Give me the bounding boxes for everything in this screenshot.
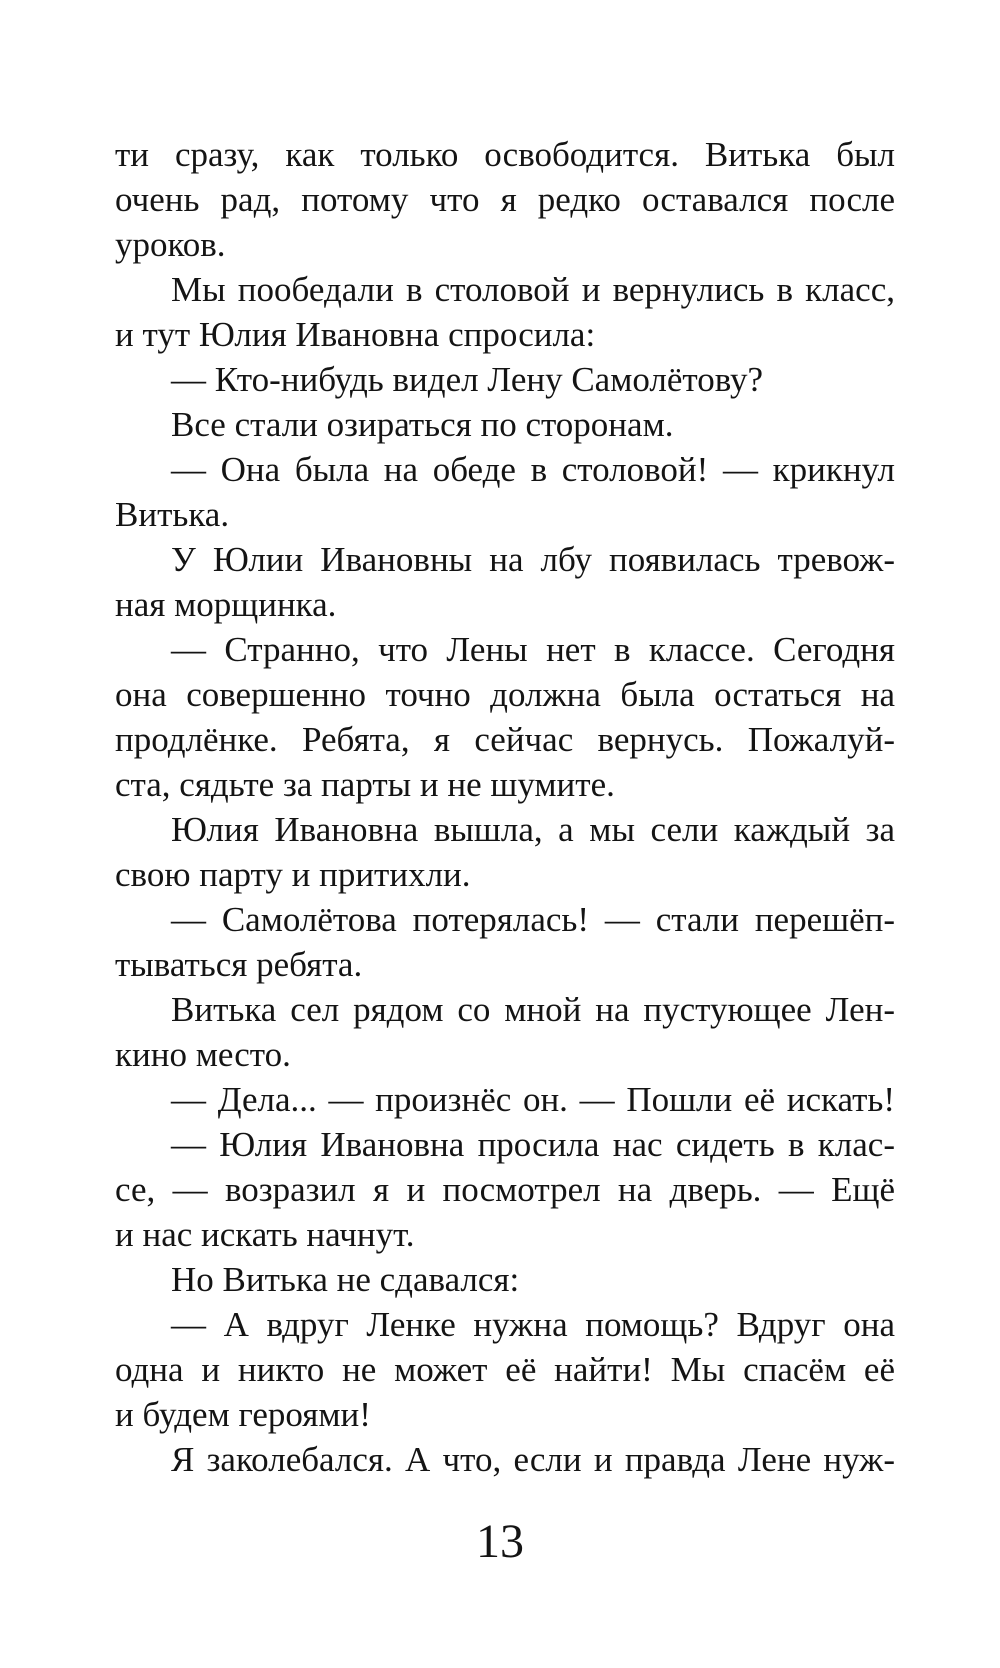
text-line: продлёнке. Ребята, я сейчас вернусь. Пожалуй- — [115, 720, 895, 759]
text-line: — А вдруг Ленке нужна помощь? Вдруг она — [171, 1305, 895, 1344]
page-number: 13 — [476, 1515, 524, 1568]
text-line: Все стали озираться по сторонам. — [171, 405, 674, 444]
text-line: и будем героями! — [115, 1395, 371, 1434]
text-line: уроков. — [115, 225, 226, 264]
text-line: — Дела... — произнёс он. — Пошли её искать! — [171, 1080, 895, 1119]
text-line: и нас искать начнут. — [115, 1215, 415, 1254]
text-line: — Самолётова потерялась! — стали перешёп- — [171, 900, 895, 939]
text-line: Юлия Ивановна вышла, а мы сели каждый за — [171, 810, 895, 849]
text-line: она совершенно точно должна была остаться на — [115, 675, 895, 714]
text-line: ста, сядьте за парты и не шумите. — [115, 765, 615, 804]
text-line: се, — возразил я и посмотрел на дверь. — Ещё — [115, 1170, 895, 1209]
body-text — [115, 132, 895, 1482]
text-line: Но Витька не сдавался: — [171, 1260, 520, 1299]
text-line: Мы пообедали в столовой и вернулись в класс, — [171, 270, 895, 309]
text-line: У Юлии Ивановны на лбу появилась тревож- — [171, 540, 895, 579]
text-line: Я заколебался. А что, если и правда Лене нуж- — [171, 1440, 895, 1479]
text-line: Витька. — [115, 495, 230, 534]
text-line: — Юлия Ивановна просила нас сидеть в клас- — [171, 1125, 895, 1164]
text-line: Витька сел рядом со мной на пустующее Лен- — [171, 990, 895, 1029]
text-line: свою парту и притихли. — [115, 855, 471, 894]
text-line: ная морщинка. — [115, 585, 337, 624]
text-line: очень рад, потому что я редко оставался после — [115, 180, 895, 219]
text-line: — Странно, что Лены нет в классе. Сегодня — [171, 630, 895, 669]
text-line: тываться ребята. — [115, 945, 363, 984]
text-line: и тут Юлия Ивановна спросила: — [115, 315, 596, 354]
text-line: — Она была на обеде в столовой! — крикнул — [171, 450, 895, 489]
text-line: кино место. — [115, 1035, 291, 1074]
text-line: одна и никто не может её найти! Мы спасём её — [115, 1350, 895, 1389]
text-line: ти сразу, как только освободится. Витька был — [115, 135, 895, 174]
text-line: — Кто-нибудь видел Лену Самолётову? — [171, 360, 764, 399]
